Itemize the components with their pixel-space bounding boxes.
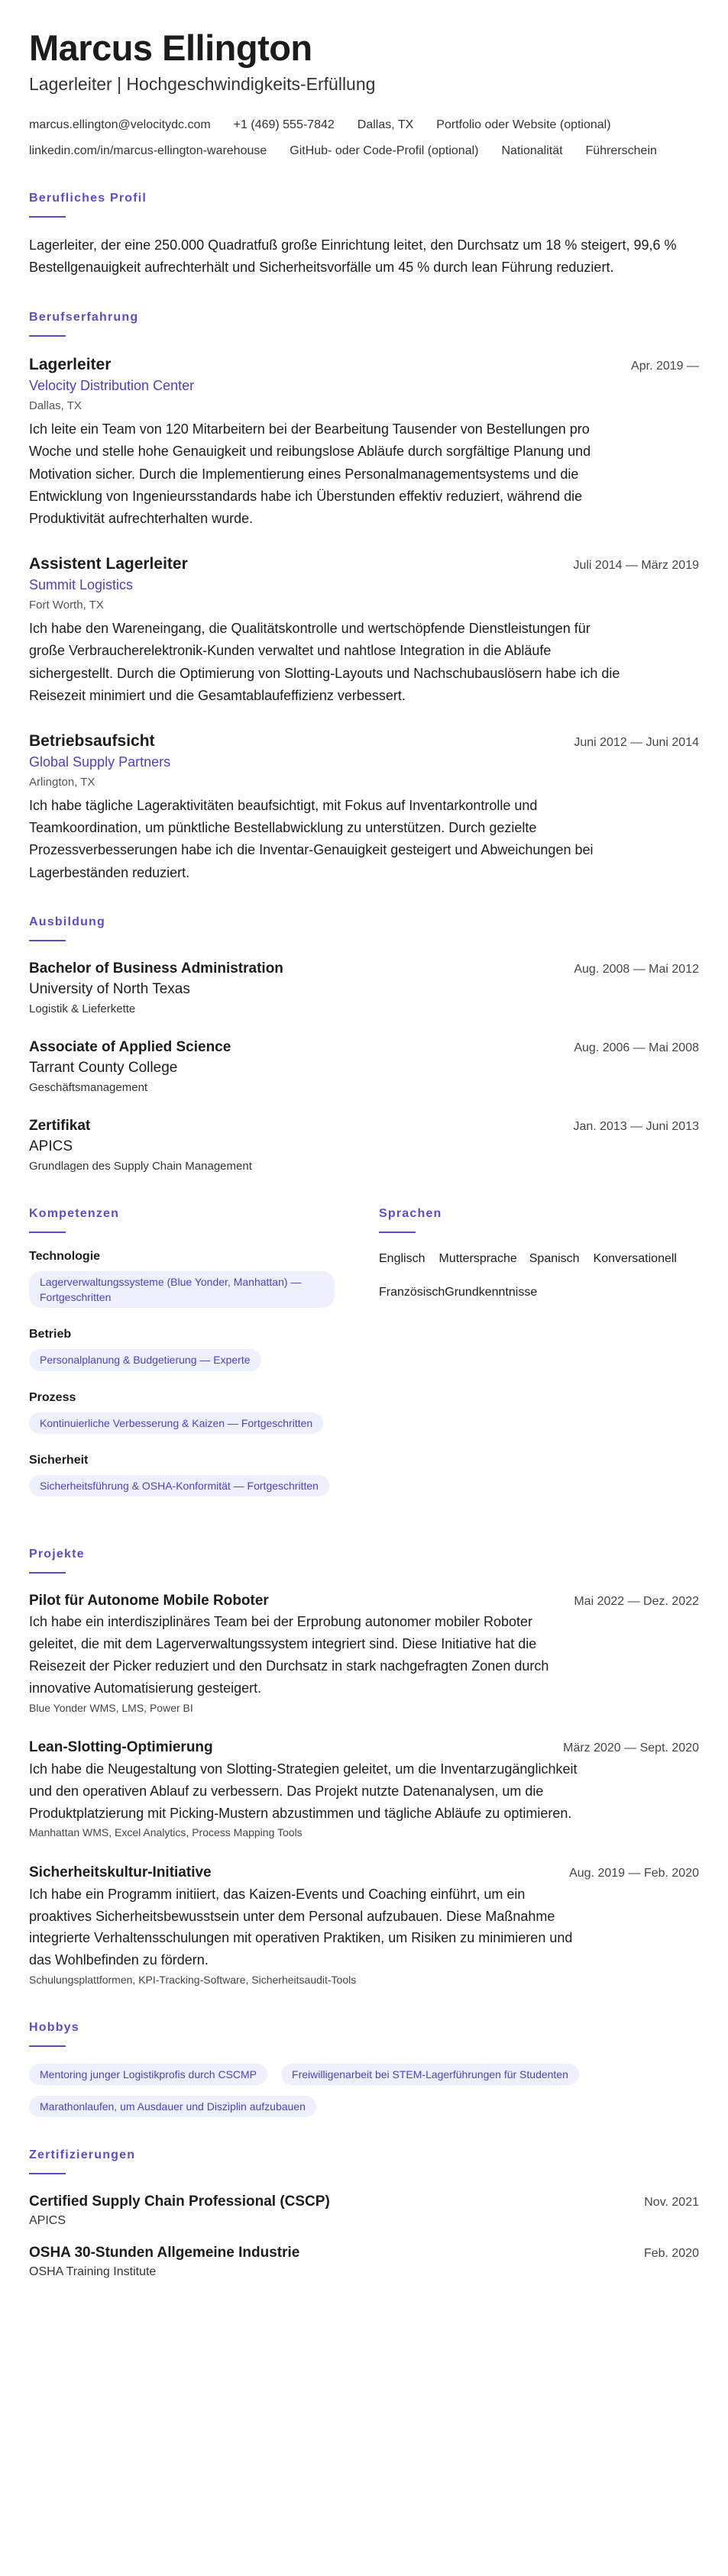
language-item	[379, 1250, 517, 1268]
education-degree: Associate of Applied Science	[29, 1038, 231, 1055]
education-field: Grundlagen des Supply Chain Management	[29, 1159, 252, 1173]
section-title-hobbies: Hobbys	[29, 2020, 79, 2034]
language-name: Französisch	[379, 1285, 445, 1299]
section-title-languages: Sprachen	[379, 1206, 442, 1220]
section-divider	[29, 335, 66, 337]
project-tools: Blue Yonder WMS, LMS, Power BI	[29, 1701, 193, 1714]
section-title-education: Ausbildung	[29, 915, 105, 928]
project-title: Lean-Slotting-Optimierung	[29, 1739, 213, 1756]
contact-email[interactable]: marcus.ellington@velocitydc.com	[29, 118, 211, 131]
profile-section	[29, 191, 699, 279]
hobby-list	[29, 2064, 699, 2118]
contact-linkedin[interactable]: linkedin.com/in/marcus-ellington-warehouse	[29, 144, 267, 157]
project-date: Aug. 2019 — Feb. 2020	[569, 1867, 699, 1880]
language-item	[529, 1250, 677, 1268]
candidate-name: Marcus Ellington	[29, 27, 312, 68]
section-divider	[29, 216, 66, 218]
hobby-chip: Freiwilligenarbeit bei STEM-Lagerführungen für Studenten	[281, 2064, 579, 2085]
project-entry	[29, 1737, 699, 1842]
contact-phone[interactable]: +1 (469) 555-7842	[233, 118, 335, 131]
job-entry	[29, 353, 699, 530]
language-name: Spanisch	[529, 1251, 580, 1265]
job-description: Ich habe tägliche Lageraktivitäten beaufsichtigt, mit Fokus auf Inventarkontrolle und Teamkoordination, um pünktliche Bestellabwicklung zu unterstützen. Durch gezielte Prozessverbesserungen habe ich die Inventar-Genauigkeit gesteigert und Abweichungen bei Lagerbeständen reduziert.	[29, 798, 594, 880]
job-date: Juni 2012 — Juni 2014	[574, 735, 699, 749]
project-date: März 2020 — Sept. 2020	[563, 1742, 699, 1755]
job-title: Lagerleiter	[29, 355, 112, 373]
skill-category: Technologie	[29, 1249, 101, 1263]
section-divider	[29, 1572, 66, 1574]
skill-group	[29, 1250, 350, 1316]
section-title-skills: Kompetenzen	[29, 1206, 120, 1220]
certification-name: Certified Supply Chain Professional (CSCP)	[29, 2193, 330, 2210]
job-location: Fort Worth, TX	[29, 599, 104, 612]
skill-chip: Lagerverwaltungssysteme (Blue Yonder, Manhattan) — Fortgeschritten	[29, 1271, 335, 1309]
education-field: Geschäftsmanagement	[29, 1080, 148, 1094]
section-divider	[29, 1232, 66, 1233]
project-description: Ich habe ein Programm initiiert, das Kaizen-Events und Coaching einführt, um ein proaktives Sicherheitsbewusstsein unter dem Personal aufzubauen. Diese Maßnahme integrierte Verhaltensschulungen mit operativen Praktiken, um Risiken zu minimieren und das Wohlbefinden zu fördern.	[29, 1886, 573, 1968]
experience-section	[29, 310, 699, 884]
education-date: Jan. 2013 — Juni 2013	[573, 1119, 699, 1133]
certification-issuer: OSHA Training Institute	[29, 2265, 157, 2279]
education-field: Logistik & Lieferkette	[29, 1002, 136, 1015]
education-entry	[29, 1115, 699, 1176]
job-title: Betriebsaufsicht	[29, 731, 155, 750]
education-school: APICS	[29, 1138, 73, 1155]
education-degree: Zertifikat	[29, 1117, 91, 1134]
language-level: Konversationell	[593, 1251, 677, 1265]
language-level: Muttersprache	[438, 1251, 517, 1265]
project-entry	[29, 1590, 699, 1718]
project-date: Mai 2022 — Dez. 2022	[574, 1594, 699, 1608]
section-title-experience: Berufserfahrung	[29, 311, 139, 324]
language-list	[379, 1250, 699, 1302]
education-date: Aug. 2006 — Mai 2008	[574, 1041, 699, 1054]
contact-portfolio[interactable]: Portfolio oder Website (optional)	[436, 118, 611, 131]
language-item	[379, 1283, 537, 1302]
education-date: Aug. 2008 — Mai 2012	[574, 962, 699, 976]
hobby-chip: Mentoring junger Logistikprofis durch CSCMP	[29, 2064, 267, 2085]
skill-category: Sicherheit	[29, 1453, 89, 1467]
job-entry	[29, 553, 699, 707]
skill-chip: Kontinuierliche Verbesserung & Kaizen — Fortgeschritten	[29, 1412, 323, 1434]
candidate-headline: Lagerleiter | Hochgeschwindigkeits-Erfüllung	[29, 74, 376, 95]
skill-category: Prozess	[29, 1390, 76, 1404]
job-date: Juli 2014 — März 2019	[573, 558, 699, 572]
certification-entry	[29, 2191, 699, 2230]
job-company: Velocity Distribution Center	[29, 378, 195, 394]
job-title: Assistent Lagerleiter	[29, 554, 188, 573]
contact-github[interactable]: GitHub- oder Code-Profil (optional)	[290, 144, 479, 157]
project-title: Sicherheitskultur-Initiative	[29, 1864, 212, 1881]
contact-list	[29, 116, 699, 160]
education-entry	[29, 1037, 699, 1097]
job-date: Apr. 2019 —	[631, 359, 699, 373]
section-divider	[29, 940, 66, 941]
section-title-projects: Projekte	[29, 1548, 85, 1561]
language-name: Englisch	[379, 1251, 425, 1265]
education-degree: Bachelor of Business Administration	[29, 960, 283, 976]
project-description: Ich habe ein interdisziplinäres Team bei der Erprobung autonomer mobiler Roboter geleitet, die mit dem Lagerverwaltungssystem integriert sind. Diese Initiative hat die Reisezeit der Picker reduziert und den Durchsatz in stark nachgefragten Zonen durch innovative Automatisierung gesteigert.	[29, 1614, 549, 1696]
certification-entry	[29, 2242, 699, 2281]
contact-nationality: Nationalität	[501, 144, 563, 157]
project-title: Pilot für Autonome Mobile Roboter	[29, 1592, 269, 1609]
section-divider	[29, 2045, 66, 2047]
project-description: Ich habe die Neugestaltung von Slotting-Strategien geleitet, um die Inventarzugänglichkeit und den operativen Ablauf zu verbessern. Das Projekt nutzte Datenanalysen, um die Produktplatzierung mit Picking-Mustern abzustimmen und tägliche Abläufe zu optimieren.	[29, 1761, 578, 1821]
language-level: Grundkenntnisse	[445, 1285, 538, 1299]
profile-summary: Lagerleiter, der eine 250.000 Quadratfuß große Einrichtung leitet, den Durchsatz um 18 % steigert, 99,6 % Bestellgenauigkeit aufrechterhält und Sicherheitsvorfälle um 45 % durch lean Führung reduziert.	[29, 237, 677, 276]
section-title-profile: Berufliches Profil	[29, 191, 147, 205]
project-tools: Schulungsplattformen, KPI-Tracking-Software, Sicherheitsaudit-Tools	[29, 1973, 357, 1986]
project-entry	[29, 1862, 699, 1990]
skill-group	[29, 1391, 350, 1441]
job-location: Arlington, TX	[29, 776, 95, 789]
certification-date: Feb. 2020	[643, 2246, 699, 2260]
certification-date: Nov. 2021	[644, 2195, 699, 2209]
contact-location: Dallas, TX	[357, 118, 414, 131]
education-entry	[29, 958, 699, 1018]
education-school: University of North Texas	[29, 981, 190, 998]
job-location: Dallas, TX	[29, 399, 82, 413]
job-description: Ich habe den Wareneingang, die Qualitätskontrolle und wertschöpfende Dienstleistungen für große Verbraucherelektronik-Kunden verwaltet und nahtlose Integration in die Abläufe sichergestellt. Durch die Optimierung von Slotting-Layouts und Nachschubauslösern habe ich die Reisezeit minimiert und die Gesamtablaufeffizienz verbessert.	[29, 621, 620, 703]
education-school: Tarrant County College	[29, 1060, 178, 1077]
project-tools: Manhattan WMS, Excel Analytics, Process Mapping Tools	[29, 1826, 303, 1839]
education-section	[29, 915, 699, 1176]
hobby-chip: Marathonlaufen, um Ausdauer und Disziplin aufzubauen	[29, 2096, 316, 2117]
skill-group	[29, 1454, 350, 1504]
skill-chip: Personalplanung & Budgetierung — Experte	[29, 1349, 261, 1370]
certification-issuer: APICS	[29, 2214, 66, 2228]
certifications-section	[29, 2148, 699, 2281]
certification-name: OSHA 30-Stunden Allgemeine Industrie	[29, 2244, 300, 2261]
job-company: Summit Logistics	[29, 577, 134, 593]
job-company: Global Supply Partners	[29, 754, 171, 770]
projects-section	[29, 1547, 699, 1990]
section-title-certifications: Zertifizierungen	[29, 2148, 136, 2162]
job-description: Ich leite ein Team von 120 Mitarbeitern bei der Bearbeitung Tausender von Bestellungen pro Woche und stelle hohe Genauigkeit und reibungslose Abläufe durch sorgfältige Planung und Motivation sicher. Durch die Implementierung eines Personalmanagementsystems und die Entwicklung von Ingenieursstandards habe ich Überstunden effektiv reduziert, während die Produktivität aufrechterhalten wurde.	[29, 421, 591, 526]
skill-group	[29, 1328, 350, 1378]
section-divider	[29, 2173, 66, 2174]
job-entry	[29, 730, 699, 884]
contact-license: Führerschein	[585, 144, 657, 157]
skill-chip: Sicherheitsführung & OSHA-Konformität — Fortgeschritten	[29, 1475, 329, 1496]
section-divider	[379, 1232, 416, 1233]
languages-section	[379, 1206, 699, 1516]
skills-languages-row	[29, 1206, 699, 1516]
hobbies-section	[29, 2020, 699, 2117]
skills-section	[29, 1206, 350, 1516]
skill-category: Betrieb	[29, 1328, 72, 1341]
